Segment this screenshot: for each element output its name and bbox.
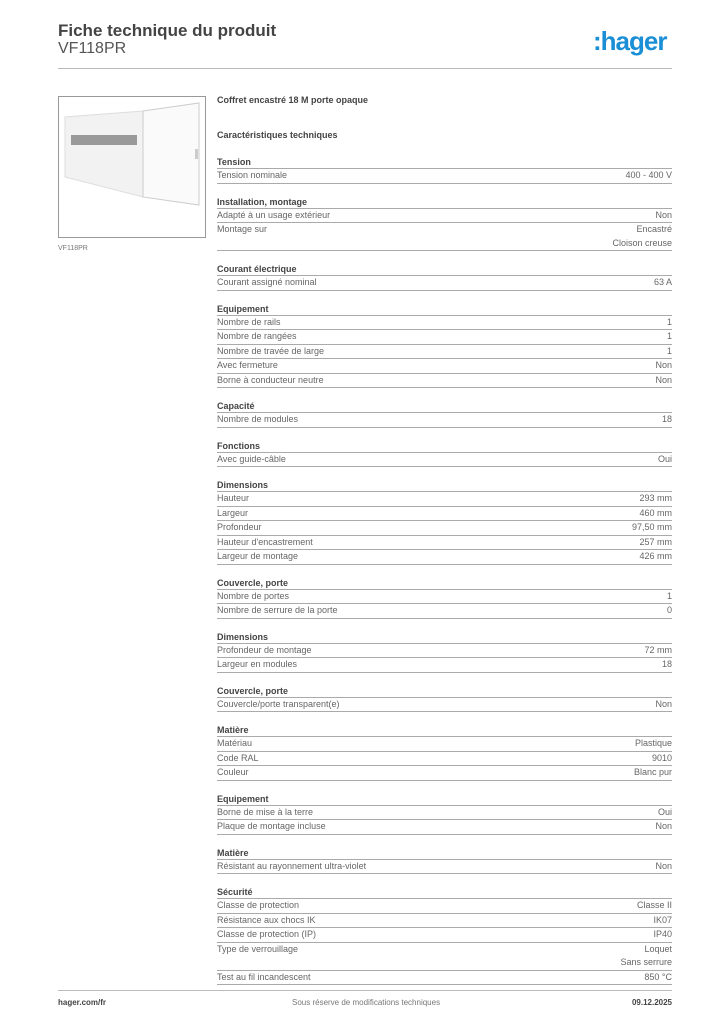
spec-section-title: Dimensions bbox=[217, 630, 672, 644]
spec-section-title: Courant électrique bbox=[217, 262, 672, 276]
spec-row bbox=[217, 860, 672, 875]
spec-value: Non bbox=[655, 698, 672, 709]
spec-section bbox=[217, 439, 672, 468]
spec-label: Nombre de portes bbox=[217, 590, 290, 601]
spec-label: Nombre de rails bbox=[217, 316, 281, 327]
spec-row bbox=[217, 316, 672, 331]
spec-section-title: Equipement bbox=[217, 792, 672, 806]
spec-section-title: Sécurité bbox=[217, 885, 672, 899]
spec-row bbox=[217, 521, 672, 536]
spec-label: Profondeur de montage bbox=[217, 644, 312, 655]
spec-section-title: Dimensions bbox=[217, 478, 672, 492]
footer-website[interactable]: hager.com/fr bbox=[58, 998, 107, 1007]
spec-row bbox=[217, 276, 672, 291]
spec-label: Résistance aux chocs IK bbox=[217, 914, 316, 925]
spec-sections bbox=[217, 155, 672, 985]
spec-section bbox=[217, 630, 672, 673]
spec-value: 18 bbox=[661, 414, 672, 424]
spec-label: Profondeur bbox=[217, 522, 262, 532]
spec-value: 1 bbox=[666, 316, 672, 327]
spec-value: IK07 bbox=[653, 914, 672, 925]
spec-label: Largeur en modules bbox=[217, 659, 298, 669]
spec-row bbox=[217, 604, 672, 619]
spec-label: Largeur de montage bbox=[217, 551, 299, 561]
spec-section-title: Fonctions bbox=[217, 439, 672, 453]
spec-value: Encastré Cloison creuse bbox=[612, 224, 672, 248]
spec-value: 1 bbox=[666, 345, 672, 356]
spec-section bbox=[217, 155, 672, 184]
spec-section bbox=[217, 846, 672, 875]
spec-section-title: Tension bbox=[217, 155, 672, 169]
spec-row bbox=[217, 658, 672, 673]
spec-row bbox=[217, 536, 672, 551]
spec-row bbox=[217, 971, 672, 986]
spec-value: Blanc pur bbox=[633, 767, 672, 777]
spec-label: Nombre de travée de large bbox=[217, 345, 325, 356]
spec-section bbox=[217, 885, 672, 985]
spec-label: Classe de protection bbox=[217, 900, 300, 910]
spec-label: Borne de mise à la terre bbox=[217, 806, 314, 817]
spec-label: Nombre de modules bbox=[217, 414, 299, 424]
spec-row bbox=[217, 209, 672, 224]
header-divider bbox=[58, 68, 672, 69]
spec-row bbox=[217, 820, 672, 835]
spec-section bbox=[217, 723, 672, 781]
spec-label: Couvercle/porte transparent(e) bbox=[217, 698, 340, 709]
spec-row bbox=[217, 737, 672, 752]
spec-label: Couleur bbox=[217, 767, 249, 777]
page-title: Fiche technique du produit bbox=[58, 21, 277, 40]
spec-label: Nombre de serrure de la porte bbox=[217, 605, 338, 615]
spec-row bbox=[217, 943, 672, 971]
spec-value: Plastique bbox=[634, 738, 672, 748]
spec-row bbox=[217, 413, 672, 428]
hager-logo: :hager bbox=[593, 26, 667, 56]
spec-row bbox=[217, 752, 672, 767]
spec-value: 426 mm bbox=[639, 551, 672, 561]
spec-row bbox=[217, 507, 672, 522]
product-name: Coffret encastré 18 M porte opaque bbox=[217, 95, 369, 105]
spec-label: Matériau bbox=[217, 738, 253, 748]
product-reference: VF118PR bbox=[58, 40, 127, 57]
spec-value: Classe II bbox=[636, 900, 672, 910]
footer-date: 09.12.2025 bbox=[631, 998, 672, 1007]
spec-value: Non bbox=[655, 360, 672, 370]
spec-row bbox=[217, 223, 672, 251]
spec-value: 9010 bbox=[651, 752, 672, 763]
spec-row bbox=[217, 374, 672, 389]
footer-divider bbox=[58, 990, 672, 991]
spec-value: Non bbox=[655, 209, 672, 220]
spec-value: 293 mm bbox=[639, 493, 672, 503]
spec-value: Oui bbox=[657, 453, 672, 464]
spec-row bbox=[217, 492, 672, 507]
spec-row bbox=[217, 453, 672, 468]
spec-label: Tension nominale bbox=[217, 170, 288, 180]
spec-row bbox=[217, 644, 672, 659]
spec-value: 460 mm bbox=[639, 507, 672, 518]
spec-section-title: Couvercle, porte bbox=[217, 576, 672, 590]
image-caption: VF118PR bbox=[58, 245, 88, 252]
spec-section bbox=[217, 195, 672, 252]
spec-value: 1 bbox=[666, 331, 672, 341]
spec-row bbox=[217, 330, 672, 345]
spec-section bbox=[217, 302, 672, 389]
spec-row bbox=[217, 550, 672, 565]
product-image bbox=[58, 96, 206, 238]
spec-value: 0 bbox=[666, 605, 672, 615]
spec-label: Plaque de montage incluse bbox=[217, 821, 326, 831]
spec-label: Hauteur d'encastrement bbox=[217, 536, 313, 547]
spec-section bbox=[217, 478, 672, 565]
spec-label: Avec guide-câble bbox=[217, 453, 286, 464]
spec-section-title: Installation, montage bbox=[217, 195, 672, 209]
spec-row bbox=[217, 169, 672, 184]
spec-label: Courant assigné nominal bbox=[217, 277, 317, 287]
spec-section bbox=[217, 399, 672, 428]
spec-row bbox=[217, 914, 672, 929]
spec-section-title: Matière bbox=[217, 846, 672, 860]
spec-value: 400 - 400 V bbox=[625, 170, 672, 180]
spec-value: IP40 bbox=[653, 929, 672, 939]
spec-label: Avec fermeture bbox=[217, 360, 278, 370]
spec-value: Non bbox=[655, 374, 672, 385]
spec-section-title: Capacité bbox=[217, 399, 672, 413]
spec-section-title: Couvercle, porte bbox=[217, 684, 672, 698]
spec-section bbox=[217, 576, 672, 619]
spec-row bbox=[217, 899, 672, 914]
spec-row bbox=[217, 766, 672, 781]
spec-label: Montage sur bbox=[217, 224, 268, 234]
spec-label: Classe de protection (IP) bbox=[217, 929, 317, 939]
spec-value: 257 mm bbox=[639, 536, 672, 547]
spec-label: Largeur bbox=[217, 507, 249, 518]
spec-label: Borne à conducteur neutre bbox=[217, 374, 324, 385]
spec-row bbox=[217, 928, 672, 943]
spec-value: Non bbox=[655, 860, 672, 871]
spec-sheet bbox=[217, 95, 672, 985]
spec-value: 63 A bbox=[653, 277, 672, 287]
footer-disclaimer: Sous réserve de modifications techniques bbox=[292, 998, 441, 1007]
spec-value: 97,50 mm bbox=[631, 522, 672, 532]
spec-label: Code RAL bbox=[217, 752, 259, 763]
spec-value: Oui bbox=[657, 806, 672, 817]
spec-value: 1 bbox=[666, 590, 672, 601]
spec-row bbox=[217, 359, 672, 374]
spec-label: Hauteur bbox=[217, 493, 250, 503]
spec-label: Adapté à un usage extérieur bbox=[217, 209, 331, 220]
spec-row bbox=[217, 345, 672, 360]
spec-row bbox=[217, 698, 672, 713]
section-title: Caractéristiques techniques bbox=[217, 130, 338, 140]
spec-section-title: Equipement bbox=[217, 302, 672, 316]
spec-row bbox=[217, 590, 672, 605]
spec-value: 850 °C bbox=[644, 971, 672, 982]
spec-row bbox=[217, 806, 672, 821]
spec-label: Nombre de rangées bbox=[217, 331, 297, 341]
spec-section-title: Matière bbox=[217, 723, 672, 737]
spec-label: Résistant au rayonnement ultra-violet bbox=[217, 860, 367, 871]
spec-section bbox=[217, 684, 672, 713]
spec-value: Non bbox=[655, 821, 672, 831]
spec-value: 18 bbox=[661, 659, 672, 669]
spec-value: Loquet Sans serrure bbox=[620, 943, 672, 967]
spec-label: Type de verrouillage bbox=[217, 943, 299, 954]
spec-label: Test au fil incandescent bbox=[217, 971, 311, 982]
spec-section bbox=[217, 262, 672, 291]
spec-section bbox=[217, 792, 672, 835]
spec-value: 72 mm bbox=[644, 644, 672, 655]
